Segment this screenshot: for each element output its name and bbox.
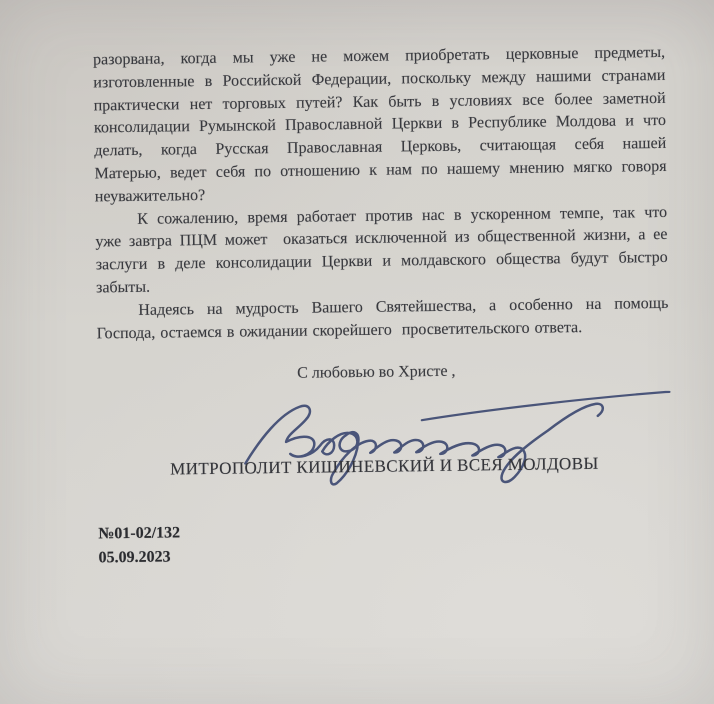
reference-block (98, 521, 180, 570)
paragraph (96, 293, 669, 346)
paragraph (95, 202, 668, 301)
closing-salutation: С любовью во Христе , (297, 362, 456, 382)
text-line: К сожалению, время работает против нас в ускоренном темпе, так что (137, 203, 668, 228)
text-line: изготовленные в Российской Федерации, поскольку между нашими странами (93, 66, 666, 92)
text-line: Господа, остаемся в ожидании скорейшего просветительского ответа. (96, 318, 583, 342)
text-line: консолидации Румынской Православной Церкви в Республике Молдова и что (93, 112, 667, 137)
text-line: Надеясь на мудрость Вашего Святейшества, а особенно на помощь (138, 294, 669, 319)
letter-date: 05.09.2023 (98, 548, 171, 567)
text-line: забыты. (95, 278, 151, 297)
text-line: практически нет торговых путей? Как быть в условиях все более заметной (93, 89, 666, 115)
handwritten-signature (229, 379, 690, 500)
text-line: разорвана, когда мы уже не можем приобретать церковные предметы, (92, 43, 666, 69)
signatory-title: МИТРОПОЛИТ КИШИНЕВСКИЙ И ВСЕЯ МОЛДОВЫ (170, 453, 599, 479)
reference-number: №01-02/132 (98, 524, 181, 543)
text-line: уже завтра ПЦМ может оказаться исключенной из общественной жизни, а ее (95, 226, 668, 251)
text-line: делать, когда Русская Православная Церковь, считающая себя нашей (94, 135, 667, 160)
text-line: неуважительно? (94, 186, 206, 206)
paragraph (93, 42, 667, 209)
letter-body (93, 42, 669, 346)
text-line: заслуги в деле консолидации Церкви и молдавского общества будут быстро (95, 249, 668, 274)
text-line: Матерью, ведет себя по отношению к нам по нашему мнению мягко говоря (94, 157, 667, 183)
